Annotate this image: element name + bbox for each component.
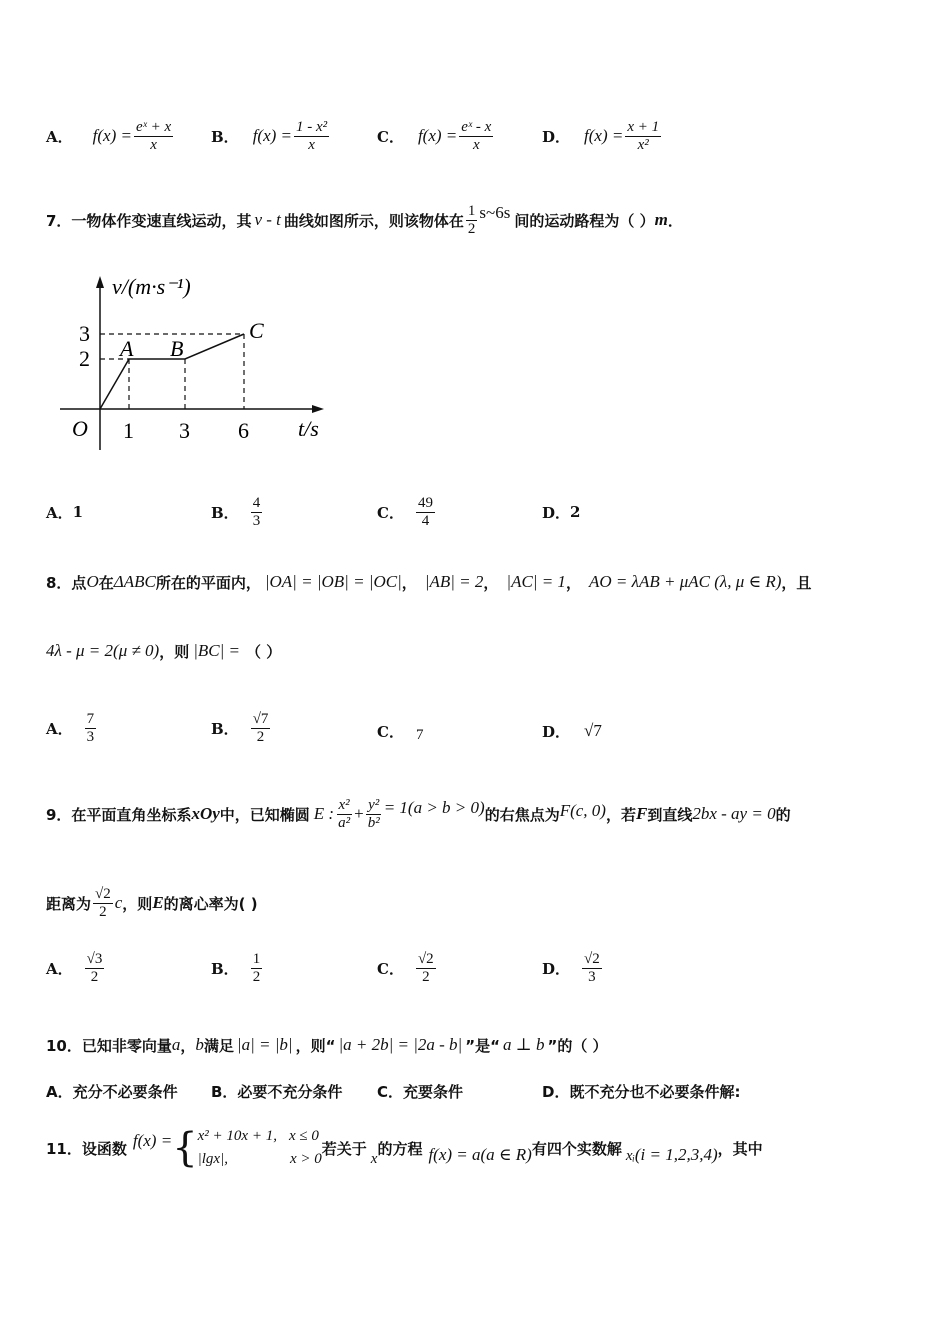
q6-option-d-den: x²	[637, 136, 649, 153]
q7-y-tick-2: 2	[79, 346, 90, 371]
q8-option-b-label: B．	[211, 719, 239, 738]
q9-option-a-den: 2	[90, 968, 99, 985]
q9-line2	[46, 878, 258, 928]
q7-y-axis-label: v/(m·s⁻¹)	[112, 274, 191, 299]
q7-vt: v - t	[254, 210, 281, 229]
q11-case2: |lgx|,	[197, 1151, 228, 1167]
q9-e-bold: E	[152, 893, 164, 912]
q8-option-a	[46, 700, 98, 756]
q9-line-eq: 2bx - ay = 0	[692, 804, 776, 823]
q7-option-c-label: C．	[377, 503, 404, 522]
q10-comma: ，	[180, 1036, 196, 1055]
q9-b2: b²	[367, 814, 380, 831]
q9-focus: F(c, 0)	[559, 801, 606, 820]
q7-option-b	[211, 484, 264, 540]
q7-question	[46, 205, 683, 235]
q6-option-b	[211, 121, 331, 151]
q10-option-b-text: B．必要不充分条件	[211, 1082, 343, 1101]
q8-option-c	[377, 716, 423, 746]
q6-option-b-fn: f(x) =	[252, 126, 292, 145]
q11-eq-pre: 的方程	[377, 1139, 423, 1158]
q8-eq4: AO = λAB + μAC (λ, μ ∈ R)	[588, 572, 782, 591]
q8-then: ，则	[159, 642, 190, 661]
q10-is: ”是“	[465, 1036, 500, 1055]
q11-fx: f(x) =	[132, 1131, 173, 1150]
q9-f-bold: F	[635, 804, 648, 823]
q7-x-tick-1: 1	[123, 418, 134, 443]
q9-option-d	[542, 940, 604, 996]
q9-then: ，则	[122, 894, 153, 913]
q8-triangle: ΔABC	[113, 572, 156, 591]
q9-focus-text: 的右焦点为	[484, 805, 560, 824]
q7-option-b-num: 4	[252, 495, 261, 511]
q8-in: 在	[98, 573, 114, 592]
q9-y2: y²	[368, 797, 380, 813]
q10-cond: |a| = |b|	[236, 1035, 293, 1054]
q7-option-d-value: 2	[570, 503, 581, 521]
q7-period: ．	[667, 211, 683, 230]
q8-option-a-den: 3	[86, 728, 95, 745]
q10-option-b	[211, 1076, 342, 1106]
q9-ellipse-rhs: = 1(a > b > 0)	[383, 798, 485, 817]
q7-point-b: B	[170, 336, 184, 361]
q9-ellipse-e: E :	[313, 804, 335, 823]
q7-option-b-label: B．	[211, 503, 239, 522]
q6-option-d-label: D．	[542, 127, 571, 146]
q6-option-a-label: A．	[46, 127, 73, 146]
q7-y-tick-3: 3	[79, 321, 90, 346]
q11-xi: xᵢ	[625, 1147, 635, 1164]
q10-option-c-text: C．充要条件	[377, 1082, 464, 1101]
q7-vt-graph	[50, 262, 340, 462]
q9-option-b-den: 2	[252, 968, 261, 985]
q8-option-b	[211, 700, 272, 756]
q7-option-d	[542, 497, 580, 527]
q10-post: ”的（ ）	[547, 1036, 608, 1055]
q7-range: s~6s	[479, 203, 511, 222]
q6-option-d	[542, 121, 663, 151]
q11-i-range: (i = 1,2,3,4)	[634, 1145, 718, 1164]
q11-brace: {	[172, 1125, 198, 1171]
q9-c: c	[114, 893, 123, 912]
q9-pre: 9．在平面直角坐标系	[46, 805, 192, 824]
q7-unit: m	[654, 210, 668, 229]
q10-option-d	[542, 1076, 740, 1106]
q11-has: 有四个实数解	[531, 1139, 622, 1158]
q8-bc: |BC| =	[193, 641, 241, 660]
q8-option-d	[542, 716, 602, 746]
q7-text-mid: 曲线如图所示，则该物体在	[283, 211, 464, 230]
q10-satisfy: 满足	[203, 1036, 234, 1055]
q6-option-b-den: x	[308, 136, 315, 153]
q9-option-d-label: D．	[542, 959, 571, 978]
q8-line2	[46, 636, 281, 666]
q11-mid: 若关于	[321, 1139, 367, 1158]
q8-option-d-value: √7	[584, 721, 602, 740]
q6-option-d-fn: f(x) =	[584, 126, 624, 145]
q10-pre: 10．已知非零向量	[46, 1036, 172, 1055]
q7-frac-den: 2	[467, 220, 476, 237]
q9-dist-num: √2	[95, 886, 111, 902]
q6-option-b-label: B．	[211, 127, 239, 146]
q7-option-d-label: D．	[542, 503, 571, 522]
q7-option-a-label: A．	[46, 503, 73, 522]
q6-option-c	[377, 121, 495, 151]
q7-text-post: 间的运动路程为（ ）	[514, 211, 655, 230]
q10-question	[46, 1030, 608, 1060]
q9-option-a	[46, 940, 106, 996]
q8-comma3: ，	[565, 573, 581, 592]
q10-a: a	[171, 1035, 181, 1054]
q6-option-c-label: C．	[377, 127, 404, 146]
q7-option-a	[46, 497, 83, 527]
q11-case1: x² + 10x + 1,	[197, 1128, 277, 1145]
q8-comma1: ，	[401, 573, 417, 592]
q9-mid: 中，已知椭圆	[219, 805, 310, 824]
q9-line1	[46, 786, 791, 842]
q11-pre: 11．设函数	[46, 1139, 127, 1158]
q11-cases	[198, 1125, 322, 1171]
q9-to: 到直线	[647, 805, 693, 824]
q10-perp: a ⊥ b	[502, 1035, 545, 1054]
q8-option-b-den: 2	[256, 728, 265, 745]
q6-option-a-num: eˣ + x	[135, 119, 172, 135]
q8-eq3: |AC| = 1	[506, 572, 566, 591]
q8-condition: 4λ - μ = 2(μ ≠ 0)	[46, 641, 160, 660]
q9-option-a-num: √3	[86, 951, 103, 967]
q7-option-c-num: 49	[417, 495, 433, 511]
q11-x: x	[370, 1150, 378, 1167]
q11-post: ，其中	[717, 1139, 763, 1158]
q8-option-b-num: √7	[252, 711, 269, 727]
q9-if: ，若	[605, 805, 636, 824]
q7-option-c-den: 4	[421, 512, 430, 529]
q7-x-tick-6: 6	[238, 418, 249, 443]
q6-option-a-fn: f(x) =	[92, 126, 132, 145]
q9-x2: x²	[338, 797, 350, 813]
q8-option-c-value: 7	[415, 726, 424, 743]
q6-option-c-num: eˣ - x	[461, 119, 492, 135]
q6-options-row	[46, 121, 175, 151]
q8-and: ，且	[781, 573, 812, 592]
q8-option-a-label: A．	[46, 719, 73, 738]
q9-option-d-den: 3	[588, 968, 596, 985]
q10-option-a	[46, 1076, 178, 1106]
q8-eq1: |OA| = |OB| = |OC|	[264, 572, 402, 591]
q9-option-b-label: B．	[211, 959, 239, 978]
q6-option-c-den: x	[472, 136, 480, 153]
q7-option-b-den: 3	[252, 512, 261, 529]
q7-frac-num: 1	[467, 203, 476, 219]
q6-option-a-den: x	[150, 136, 157, 153]
q7-point-c: C	[249, 318, 264, 343]
q7-y-axis-arrow	[96, 276, 104, 288]
q9-option-a-label: A．	[46, 959, 73, 978]
q6-option-d-num: x + 1	[627, 119, 660, 135]
q9-option-c	[377, 940, 438, 996]
q10-option-a-text: A．充分不必要条件	[46, 1082, 178, 1101]
q10-option-c	[377, 1076, 463, 1106]
q8-line1	[46, 567, 811, 597]
q11-cond1: x ≤ 0	[288, 1128, 319, 1145]
q8-option-a-num: 7	[86, 711, 95, 727]
q8-plane: 所在的平面内，	[155, 573, 261, 592]
q8-comma2: ，	[483, 573, 499, 592]
q10-b: b	[195, 1035, 204, 1054]
q9-option-b-num: 1	[252, 951, 261, 967]
q7-point-a: A	[120, 336, 134, 361]
q9-dist-den: 2	[99, 903, 107, 920]
q7-origin-label: O	[72, 416, 88, 441]
q8-point-o: O	[86, 572, 99, 591]
q9-option-d-num: √2	[584, 951, 600, 967]
q9-plus: +	[354, 804, 364, 823]
q11-question	[46, 1120, 763, 1176]
q9-option-c-num: √2	[417, 951, 434, 967]
q8-option-c-label: C．	[377, 722, 404, 741]
q7-x-axis-arrow	[312, 405, 324, 413]
q9-option-c-label: C．	[377, 959, 404, 978]
q7-text-pre: 7．一物体作变速直线运动，其	[46, 211, 252, 230]
q8-option-d-label: D．	[542, 722, 571, 741]
q11-cond2: x > 0	[289, 1151, 322, 1167]
q7-x-tick-3: 3	[179, 418, 190, 443]
q10-expr: |a + 2b| = |2a - b|	[338, 1035, 463, 1054]
q9-a2: a²	[338, 814, 351, 831]
q6-option-b-num: 1 - x²	[296, 119, 328, 135]
q9-of: 的	[775, 805, 791, 824]
q7-option-c	[377, 484, 437, 540]
q8-pre: 8．点	[46, 573, 87, 592]
q8-paren: （ ）	[246, 642, 282, 661]
q11-eq: f(x) = a(a ∈ R)	[428, 1145, 532, 1164]
q9-option-c-den: 2	[422, 968, 430, 985]
q10-option-d-text: D．既不充分也不必要条件解:	[542, 1082, 741, 1101]
q9-option-b	[211, 940, 264, 996]
q7-x-axis-label: t/s	[298, 416, 319, 441]
q9-xoy: xOy	[191, 804, 220, 823]
q8-eq2: |AB| = 2	[424, 572, 484, 591]
q9-dist-pre: 距离为	[46, 894, 92, 913]
q7-option-a-value: 1	[72, 503, 84, 521]
q6-option-c-fn: f(x) =	[417, 126, 458, 145]
q9-post: 的离心率为( )	[163, 894, 258, 913]
q10-then: ，则“	[295, 1036, 336, 1055]
